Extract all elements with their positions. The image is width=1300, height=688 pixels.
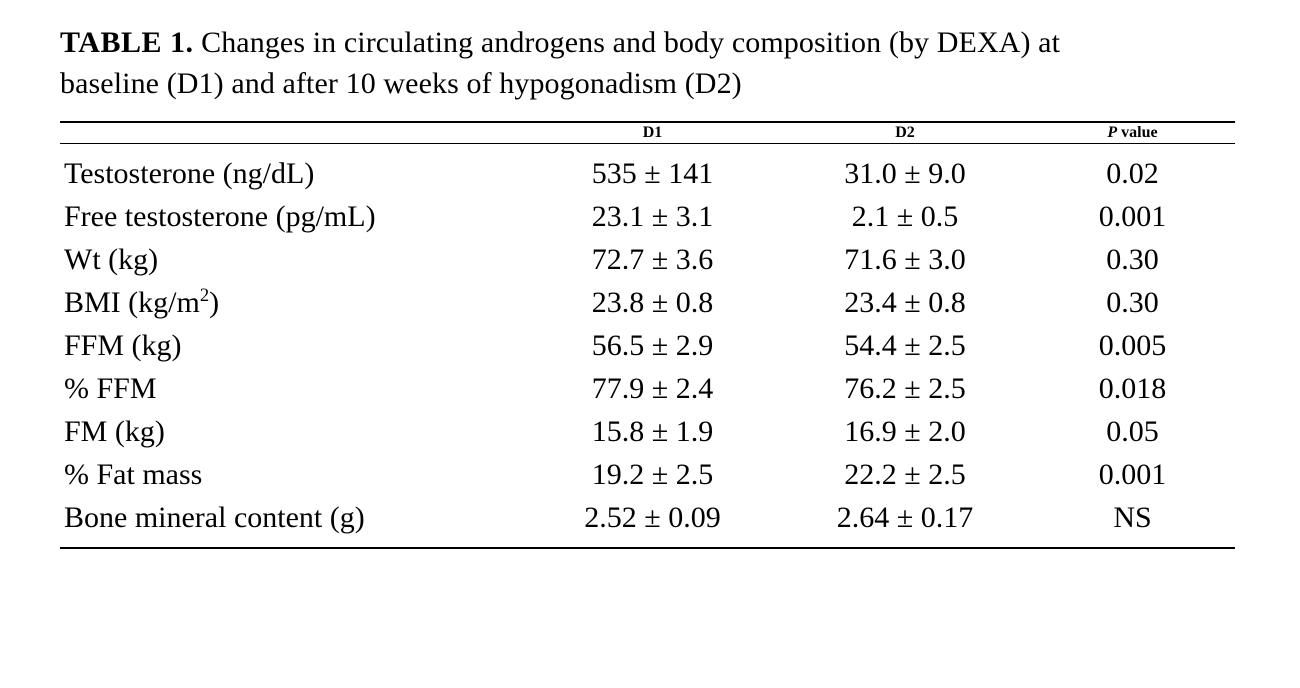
row-pvalue: 0.30 <box>1106 285 1159 319</box>
row-d1: 72.7 ± 3.6 <box>591 242 714 276</box>
table-row <box>60 367 1235 410</box>
column-header-d1: D1 <box>642 123 663 141</box>
table-body-spacer-bottom <box>60 539 1235 548</box>
pvalue-word: value <box>1117 123 1158 141</box>
table-caption-label: TABLE 1. <box>60 26 194 59</box>
row-d2: 76.2 ± 2.5 <box>844 371 966 405</box>
row-d2: 31.0 ± 9.0 <box>844 156 966 190</box>
row-label-base: BMI (kg/m <box>64 285 200 319</box>
row-label: Free testosterone (pg/mL) <box>64 199 376 233</box>
table-row <box>60 152 1235 195</box>
table-row <box>60 324 1235 367</box>
row-d2: 22.2 ± 2.5 <box>844 457 966 491</box>
table-row <box>60 238 1235 281</box>
table-row <box>60 410 1235 453</box>
row-d2: 2.64 ± 0.17 <box>836 500 974 534</box>
pvalue-italic-p: P <box>1107 123 1118 141</box>
table-row <box>60 281 1235 324</box>
table-rule-bottom <box>60 548 1235 549</box>
row-label: % FFM <box>64 371 157 405</box>
row-pvalue: 0.018 <box>1098 371 1167 405</box>
table-header-row <box>60 123 1235 144</box>
table-caption-text: Changes in circulating androgens and body composition (by DEXA) at baseline (D1) and after 10 weeks of hypogonadism (D2) <box>60 26 1061 101</box>
row-pvalue: NS <box>1113 500 1152 534</box>
row-d1: 15.8 ± 1.9 <box>591 414 714 448</box>
row-label: % Fat mass <box>64 457 203 491</box>
row-pvalue: 0.001 <box>1098 199 1167 233</box>
column-header-d2: D2 <box>895 123 915 141</box>
table-row <box>60 496 1235 539</box>
row-d1: 19.2 ± 2.5 <box>591 457 714 491</box>
row-d1: 23.1 ± 3.1 <box>591 199 714 233</box>
row-label: FM (kg) <box>64 414 165 448</box>
table-caption <box>60 22 1160 105</box>
row-d2: 71.6 ± 3.0 <box>844 242 966 276</box>
row-label-tail: ) <box>209 285 220 319</box>
row-label-superscript: 2 <box>199 284 210 306</box>
row-d2: 54.4 ± 2.5 <box>844 328 966 362</box>
row-pvalue: 0.30 <box>1106 242 1159 276</box>
row-d2: 23.4 ± 0.8 <box>844 285 966 319</box>
row-d2: 16.9 ± 2.0 <box>844 414 966 448</box>
table-row <box>60 195 1235 238</box>
row-label: Wt (kg) <box>64 242 159 276</box>
row-pvalue: 0.001 <box>1098 457 1167 491</box>
row-d1: 23.8 ± 0.8 <box>591 285 714 319</box>
row-label <box>60 281 525 324</box>
table-body-spacer-top <box>60 144 1235 152</box>
results-table <box>60 121 1235 549</box>
row-d1: 2.52 ± 0.09 <box>584 500 721 534</box>
row-d1: 77.9 ± 2.4 <box>591 371 714 405</box>
table-row <box>60 453 1235 496</box>
column-header-pvalue <box>1030 123 1235 144</box>
row-pvalue: 0.02 <box>1106 156 1159 190</box>
row-d2: 2.1 ± 0.5 <box>851 199 959 233</box>
row-label: FFM (kg) <box>64 328 182 362</box>
column-header-label <box>60 123 525 144</box>
row-d1: 56.5 ± 2.9 <box>591 328 714 362</box>
row-label: Bone mineral content (g) <box>64 500 365 534</box>
row-label: Testosterone (ng/dL) <box>64 156 315 190</box>
row-d1: 535 ± 141 <box>591 156 714 190</box>
row-pvalue: 0.005 <box>1098 328 1167 362</box>
row-pvalue: 0.05 <box>1106 414 1159 448</box>
